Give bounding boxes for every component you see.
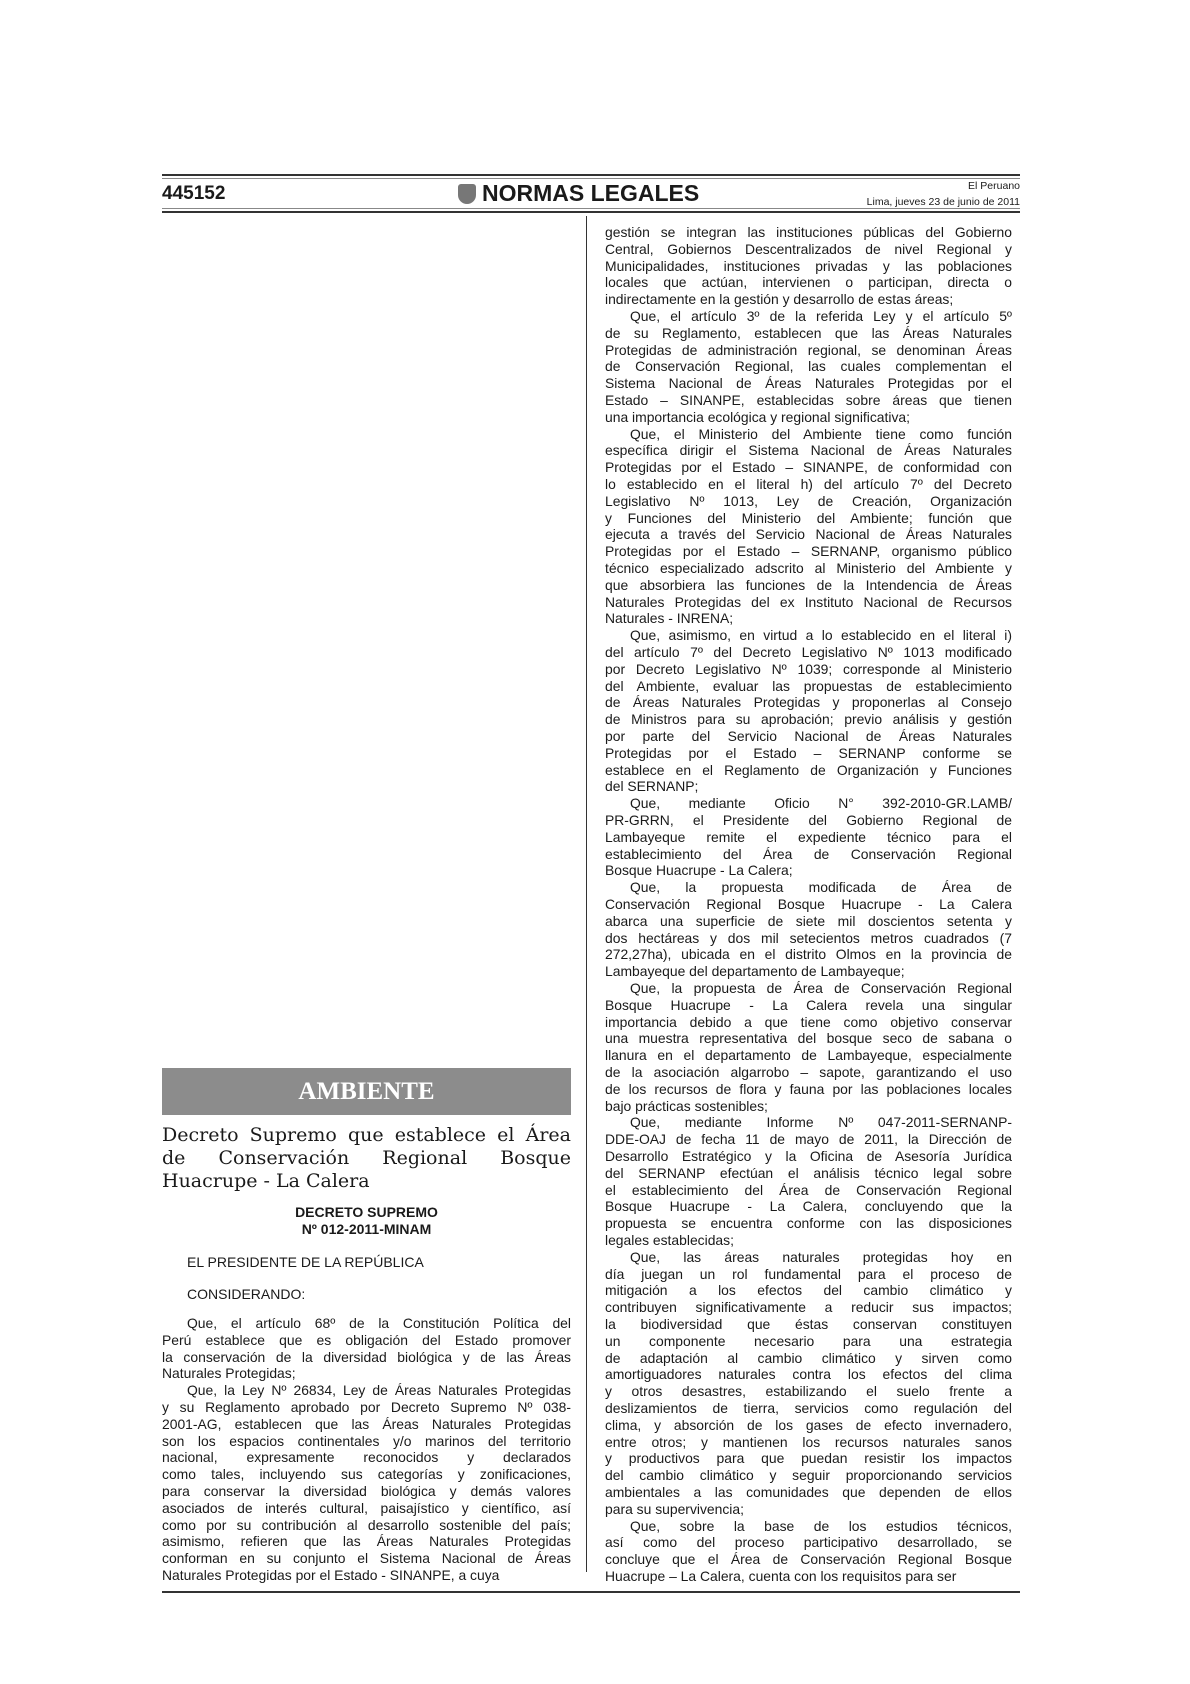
paragraph-line: 272,27ha), ubicada en el distrito Olmos en la provincia de bbox=[605, 946, 1012, 963]
paragraph-line: clima, y absorción de los gases de efecto invernadero, bbox=[605, 1416, 1012, 1433]
paragraph-line: del Ambiente, evaluar las propuestas de establecimiento bbox=[605, 677, 1012, 694]
masthead-title: NORMAS LEGALES bbox=[482, 180, 700, 206]
newspaper-name: El Peruano bbox=[968, 180, 1020, 192]
paragraph-line: de Conservación Regional, las cuales complementan el bbox=[605, 358, 1012, 375]
paragraph-line: de los recursos de flora y fauna por las poblaciones locales bbox=[605, 1080, 1012, 1097]
paragraph-line: Sistema Nacional de Áreas Naturales Protegidas por el bbox=[605, 375, 1012, 392]
paragraph-line: Protegidas por el Estado – SERNANP, organismo público bbox=[605, 543, 1012, 560]
paragraph-line: Huacrupe – La Calera, cuenta con los requisitos para ser bbox=[605, 1568, 957, 1584]
paragraph-line: Naturales Protegidas del ex Instituto Nacional de Recursos bbox=[605, 593, 1012, 610]
paragraph-line: deslizamientos de tierra, servicios como regulación del bbox=[605, 1400, 1012, 1416]
paragraph-line: locales que actúan, intervienen o participan, directa o bbox=[605, 274, 1012, 291]
paragraph-line: y otros desastres, estabilizando el suelo frente a bbox=[605, 1383, 1012, 1400]
paragraph-line: Naturales - INRENA; bbox=[605, 610, 734, 627]
paragraph-line: indirectamente en la gestión y desarrollo de estas áreas; bbox=[605, 291, 954, 308]
paragraph-line: del SERNANP efectúan el análisis técnico legal sobre bbox=[605, 1164, 1012, 1181]
paragraph-line: establecimiento del Área de Conservación Regional bbox=[605, 845, 1012, 862]
paragraph-line: Estado – SINANPE, establecidas sobre áreas que tienen bbox=[605, 392, 1012, 408]
paragraph-line: del artículo 7º del Decreto Legislativo Nº 1013 modificado bbox=[605, 644, 1012, 660]
president-heading: EL PRESIDENTE DE LA REPÚBLICA bbox=[187, 1254, 424, 1270]
coat-of-arms-icon bbox=[458, 184, 476, 204]
considerando-heading: CONSIDERANDO: bbox=[187, 1286, 306, 1302]
paragraph-line: PR-GRRN, el Presidente del Gobierno Regional de bbox=[605, 812, 1012, 828]
article-title-line: Huacrupe - La Calera bbox=[162, 1170, 370, 1192]
paragraph-line: de adaptación al cambio climático y sirven como bbox=[605, 1349, 1012, 1366]
paragraph-line: por Decreto Legislativo Nº 1039; corresponde al Ministerio bbox=[605, 660, 1012, 677]
footer-rule bbox=[162, 1591, 1020, 1593]
paragraph-line: Lambayeque remite el expediente técnico para el bbox=[605, 828, 1012, 845]
paragraph-line: Que, la propuesta de Área de Conservación Regional bbox=[630, 980, 1012, 996]
paragraph-line: Que, el Ministerio del Ambiente tiene como función bbox=[630, 425, 1012, 442]
paragraph-line: y su Reglamento aprobado por Decreto Supremo Nº 038- bbox=[162, 1399, 571, 1415]
paragraph-line: Que, la Ley Nº 26834, Ley de Áreas Naturales Protegidas bbox=[187, 1382, 571, 1399]
paragraph-line: nacional, expresamente reconocidos y declarados bbox=[162, 1449, 571, 1466]
paragraph-line: asimismo, refieren que las Áreas Naturales Protegidas bbox=[162, 1533, 571, 1550]
paragraph-line: propuesta se encuentra conforme con las disposiciones bbox=[605, 1215, 1012, 1232]
paragraph-line: abarca una superficie de siete mil doscientos setenta y bbox=[605, 912, 1012, 929]
paragraph-line: Perú establece que es obligación del Estado promover bbox=[162, 1331, 571, 1348]
decree-type: DECRETO SUPREMO bbox=[295, 1204, 438, 1220]
section-banner: AMBIENTE bbox=[162, 1068, 571, 1115]
paragraph-line: gestión se integran las instituciones públicas del Gobierno bbox=[605, 224, 1012, 240]
header-top-rule-thin bbox=[162, 178, 1020, 179]
paragraph-line: contribuyen significativamente a reducir sus impactos; bbox=[605, 1299, 1012, 1316]
paragraph-line: concluye que el Área de Conservación Regional Bosque bbox=[605, 1551, 1012, 1568]
paragraph-line: Que, mediante Oficio N° 392-2010-GR.LAMB/ bbox=[630, 795, 1012, 812]
paragraph-line: específica dirigir el Sistema Nacional de Áreas Naturales bbox=[605, 442, 1012, 459]
paragraph-line: por parte del Servicio Nacional de Áreas Naturales bbox=[605, 728, 1012, 744]
paragraph-line: el establecimiento del Área de Conservación Regional bbox=[605, 1181, 1012, 1198]
paragraph-line: mitigación a los efectos del cambio climático y bbox=[605, 1282, 1012, 1299]
paragraph-line: para conservar la diversidad biológica y demás valores bbox=[162, 1483, 571, 1499]
header-bottom-rule-thin bbox=[162, 208, 1020, 209]
column-divider bbox=[586, 216, 587, 1572]
paragraph-line: una importancia ecológica y regional significativa; bbox=[605, 408, 910, 425]
paragraph-line: Que, asimismo, en virtud a lo establecido en el literal i) bbox=[630, 627, 1012, 644]
paragraph-line: así como del proceso participativo desarrollado, se bbox=[605, 1534, 1012, 1551]
paragraph-line: la biodiversidad que éstas conservan constituyen bbox=[605, 1316, 1012, 1332]
paragraph-line: la conservación de la diversidad biológica y de las Áreas bbox=[162, 1348, 571, 1365]
paragraph-line: Central, Gobiernos Descentralizados de nivel Regional y bbox=[605, 240, 1012, 257]
paragraph-line: día juegan un rol fundamental para el proceso de bbox=[605, 1265, 1012, 1282]
paragraph-line: lo establecido en el literal h) del artículo 7º del Decreto bbox=[605, 476, 1012, 492]
page-number: 445152 bbox=[162, 183, 226, 204]
paragraph-line: Naturales Protegidas; bbox=[162, 1365, 296, 1382]
paragraph-line: Desarrollo Estratégico y la Oficina de Asesoría Jurídica bbox=[605, 1148, 1012, 1164]
paragraph-line: Municipalidades, instituciones privadas y las poblaciones bbox=[605, 257, 1012, 274]
paragraph-line: Que, la propuesta modificada de Área de bbox=[630, 879, 1012, 896]
paragraph-line: técnico especializado adscrito al Ministerio del Ambiente y bbox=[605, 560, 1012, 576]
masthead bbox=[458, 180, 699, 207]
paragraph-line: del cambio climático y seguir proporcionando servicios bbox=[605, 1467, 1012, 1484]
decree-number: Nº 012-2011-MINAM bbox=[301, 1221, 432, 1237]
paragraph-line: Legislativo Nº 1013, Ley de Creación, Organización bbox=[605, 492, 1012, 509]
paragraph-line: de su Reglamento, establecen que las Áreas Naturales bbox=[605, 324, 1012, 341]
paragraph-line: ambientales a las comunidades que dependen de ellos bbox=[605, 1484, 1012, 1500]
header-top-rule bbox=[162, 174, 1020, 176]
paragraph-line: que absorbiera las funciones de la Intendencia de Áreas bbox=[605, 576, 1012, 593]
article-title-line: Decreto Supremo que establece el Área bbox=[162, 1124, 571, 1146]
paragraph-line: de Áreas Naturales Protegidas y proponerlas al Consejo bbox=[605, 694, 1012, 711]
paragraph-line: Bosque Huacrupe - La Calera; bbox=[605, 862, 793, 879]
paragraph-line: son los espacios continentales y/o marinos del territorio bbox=[162, 1432, 571, 1449]
paragraph-line: una muestra representativa del bosque seco de sabana o bbox=[605, 1030, 1012, 1047]
paragraph-line: para su supervivencia; bbox=[605, 1500, 744, 1517]
paragraph-line: Conservación Regional Bosque Huacrupe - La Calera bbox=[605, 896, 1012, 912]
paragraph-line: Que, mediante Informe Nº 047-2011-SERNANP- bbox=[630, 1114, 1012, 1131]
paragraph-line: entre otros; y mantienen los recursos naturales sanos bbox=[605, 1433, 1012, 1450]
paragraph-line: Que, el artículo 68º de la Constitución Política del bbox=[187, 1315, 571, 1331]
paragraph-line: Protegidas de administración regional, se denominan Áreas bbox=[605, 341, 1012, 358]
paragraph-line: llanura en el departamento de Lambayeque, especialmente bbox=[605, 1047, 1012, 1064]
paragraph-line: 2001-AG, establecen que las Áreas Naturales Protegidas bbox=[162, 1415, 571, 1432]
paragraph-line: como por su contribución al desarrollo sostenible del país; bbox=[162, 1516, 571, 1533]
paragraph-line: como tales, incluyendo sus categorías y zonificaciones, bbox=[162, 1466, 571, 1483]
paragraph-line: Bosque Huacrupe - La Calera, concluyendo que la bbox=[605, 1198, 1012, 1215]
paragraph-line: ejecuta a través del Servicio Nacional de Áreas Naturales bbox=[605, 526, 1012, 543]
paragraph-line: Bosque Huacrupe - La Calera revela una singular bbox=[605, 996, 1012, 1013]
paragraph-line: bajo prácticas sostenibles; bbox=[605, 1097, 768, 1114]
paragraph-line: importancia debido a que tiene como objetivo conservar bbox=[605, 1013, 1012, 1030]
paragraph-line: de Ministros para su aprobación; previo análisis y gestión bbox=[605, 711, 1012, 728]
paragraph-line: Lambayeque del departamento de Lambayeque; bbox=[605, 963, 905, 980]
paragraph-line: dos hectáreas y dos mil setecientos metros cuadrados (7 bbox=[605, 929, 1012, 946]
paragraph-line: del SERNANP; bbox=[605, 778, 699, 795]
publication-date: Lima, jueves 23 de junio de 2011 bbox=[866, 196, 1020, 208]
paragraph-line: Que, sobre la base de los estudios técnicos, bbox=[630, 1517, 1012, 1534]
paragraph-line: amortiguadores naturales contra los efectos del clima bbox=[605, 1366, 1012, 1383]
paragraph-line: un componente necesario para una estrategia bbox=[605, 1332, 1012, 1349]
paragraph-line: y Funciones del Ministerio del Ambiente; función que bbox=[605, 509, 1012, 526]
paragraph-line: establece en el Reglamento de Organización y Funciones bbox=[605, 761, 1012, 778]
paragraph-line: Que, las áreas naturales protegidas hoy en bbox=[630, 1248, 1012, 1265]
paragraph-line: Naturales Protegidas por el Estado - SINANPE, a cuya bbox=[162, 1567, 500, 1583]
paragraph-line: Protegidas por el Estado – SINANPE, de conformidad con bbox=[605, 459, 1012, 476]
header-bottom-rule bbox=[162, 211, 1020, 213]
paragraph-line: Que, el artículo 3º de la referida Ley y el artículo 5º bbox=[630, 308, 1012, 324]
paragraph-line: conforman en su conjunto el Sistema Nacional de Áreas bbox=[162, 1550, 571, 1567]
paragraph-line: y productivos para que puedan resistir los impactos bbox=[605, 1450, 1012, 1467]
paragraph-line: de la asociación algarrobo – sapote, garantizando el uso bbox=[605, 1064, 1012, 1080]
article-title-line: de Conservación Regional Bosque bbox=[162, 1147, 571, 1169]
paragraph-line: legales establecidas; bbox=[605, 1232, 734, 1248]
paragraph-line: DDE-OAJ de fecha 11 de mayo de 2011, la Dirección de bbox=[605, 1131, 1012, 1148]
paragraph-line: asociados de interés cultural, paisajístico y científico, así bbox=[162, 1499, 571, 1516]
paragraph-line: Protegidas por el Estado – SERNANP conforme se bbox=[605, 744, 1012, 761]
